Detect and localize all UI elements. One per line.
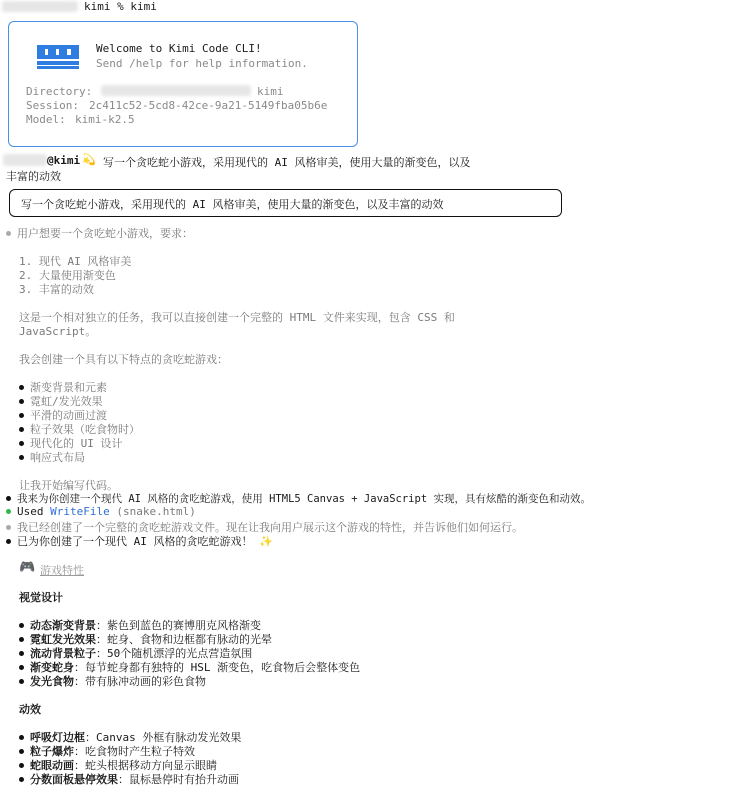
user-message-line1: 写一个贪吃蛇小游戏，采用现代的 AI 风格审美，使用大量的渐变色，以及 <box>103 156 471 169</box>
bullet-icon <box>19 427 24 432</box>
bullet-icon <box>6 496 11 501</box>
bullet-icon <box>19 665 24 670</box>
user-handle: @kimi <box>47 154 81 167</box>
sparkles-icon: ✨ <box>259 535 273 548</box>
thinking-intro: 用户想要一个贪吃蛇小游戏，要求： <box>6 225 193 241</box>
bullet-icon <box>6 525 11 530</box>
success-dot-icon <box>6 509 11 514</box>
plan-line2: JavaScript。 <box>19 325 97 338</box>
session-value: 2c411c52-5cd8-42ce-9a21-5149fba05b6e <box>89 99 328 112</box>
bullet-icon <box>19 637 24 642</box>
welcome-panel <box>8 21 358 147</box>
bullet-icon <box>19 777 24 782</box>
visual-item: 流动背景粒子：50个随机漂浮的光点营造氛围 <box>19 645 252 661</box>
bullet-icon <box>6 539 11 544</box>
feature-item: 粒子效果（吃食物时） <box>19 421 140 437</box>
redacted-user <box>3 154 47 166</box>
directory-label: Directory: <box>26 85 93 98</box>
visual-heading: 视觉设计 <box>19 591 63 604</box>
gamepad-icon: 🎮 <box>19 560 36 575</box>
requirement-3: 3. 丰富的动效 <box>19 283 94 296</box>
model-value: kimi-k2.5 <box>75 113 135 126</box>
welcome-help: Send /help for help information. <box>96 57 308 70</box>
redacted-directory <box>101 85 251 96</box>
bullet-icon <box>19 441 24 446</box>
bullet-icon <box>19 623 24 628</box>
welcome-title: Welcome to Kimi Code CLI! <box>96 42 262 55</box>
bullet-icon <box>19 735 24 740</box>
assistant-line4: 已为你创建了一个现代 AI 风格的贪吃蛇游戏！ ✨ <box>6 533 273 549</box>
bullet-icon <box>19 749 24 754</box>
motion-heading: 动效 <box>19 703 41 716</box>
feature-item: 响应式布局 <box>19 449 85 465</box>
tool-call: Used WriteFile (snake.html) <box>6 505 196 518</box>
input-echo-text: 写一个贪吃蛇小游戏，采用现代的 AI 风格审美，使用大量的渐变色，以及丰富的动效 <box>21 198 444 211</box>
feature-item: 渐变背景和元素 <box>19 379 107 395</box>
feature-item: 现代化的 UI 设计 <box>19 435 123 451</box>
kimi-logo-icon <box>37 45 79 69</box>
directory-value: kimi <box>257 85 284 98</box>
requirement-2: 2. 大量使用渐变色 <box>19 269 116 282</box>
plan-line1: 这是一个相对独立的任务，我可以直接创建一个完整的 HTML 文件来实现，包含 CSS 和 <box>19 311 455 324</box>
assistant-line3: 我已经创建了一个完整的贪吃蛇游戏文件。现在让我向用户展示这个游戏的特性，并告诉他们如何运行。 <box>6 519 523 535</box>
shell-prompt: kimi % kimi <box>84 0 157 13</box>
sparkle-icon: 💫 <box>82 153 96 166</box>
motion-item: 分数面板悬停效果：鼠标悬停时有抬升动画 <box>19 771 239 787</box>
bullet-icon <box>19 651 24 656</box>
motion-item: 蛇眼动画：蛇头根据移动方向显示眼睛 <box>19 757 217 773</box>
motion-item: 呼吸灯边框：Canvas 外框有脉动发光效果 <box>19 729 241 745</box>
feature-item: 霓虹/发光效果 <box>19 393 103 409</box>
user-message-line2: 丰富的动效 <box>6 170 61 183</box>
feature-item: 平滑的动画过渡 <box>19 407 107 423</box>
visual-item: 动态渐变背景：紫色到蓝色的赛博朋克风格渐变 <box>19 617 261 633</box>
tool-name-link[interactable]: WriteFile <box>50 505 110 518</box>
thinking-start: 让我开始编写代码。 <box>19 479 118 492</box>
bullet-icon <box>6 231 11 236</box>
bullet-icon <box>19 399 24 404</box>
assistant-line1: 我来为你创建一个现代 AI 风格的贪吃蛇游戏，使用 HTML5 Canvas + JavaScript 实现，具有炫酷的渐变色和动效。 <box>6 491 591 506</box>
visual-item: 渐变蛇身：每节蛇身都有独特的 HSL 渐变色，吃食物后会整体变色 <box>19 659 360 675</box>
input-echo-box <box>9 189 562 217</box>
visual-item: 霓虹发光效果：蛇身、食物和边框都有脉动的光晕 <box>19 631 272 647</box>
redacted-username <box>2 1 78 12</box>
visual-item: 发光食物：带有脉冲动画的彩色食物 <box>19 673 206 689</box>
bullet-icon <box>19 385 24 390</box>
requirement-1: 1. 现代 AI 风格审美 <box>19 255 132 268</box>
motion-item: 粒子爆炸：吃食物时产生粒子特效 <box>19 743 195 759</box>
bullet-icon <box>19 679 24 684</box>
model-label: Model: <box>26 113 66 126</box>
features-intro: 我会创建一个具有以下特点的贪吃蛇游戏： <box>19 353 228 366</box>
features-title: 游戏特性 <box>40 564 84 577</box>
bullet-icon <box>19 413 24 418</box>
bullet-icon <box>19 763 24 768</box>
bullet-icon <box>19 455 24 460</box>
session-label: Session: <box>26 99 79 112</box>
